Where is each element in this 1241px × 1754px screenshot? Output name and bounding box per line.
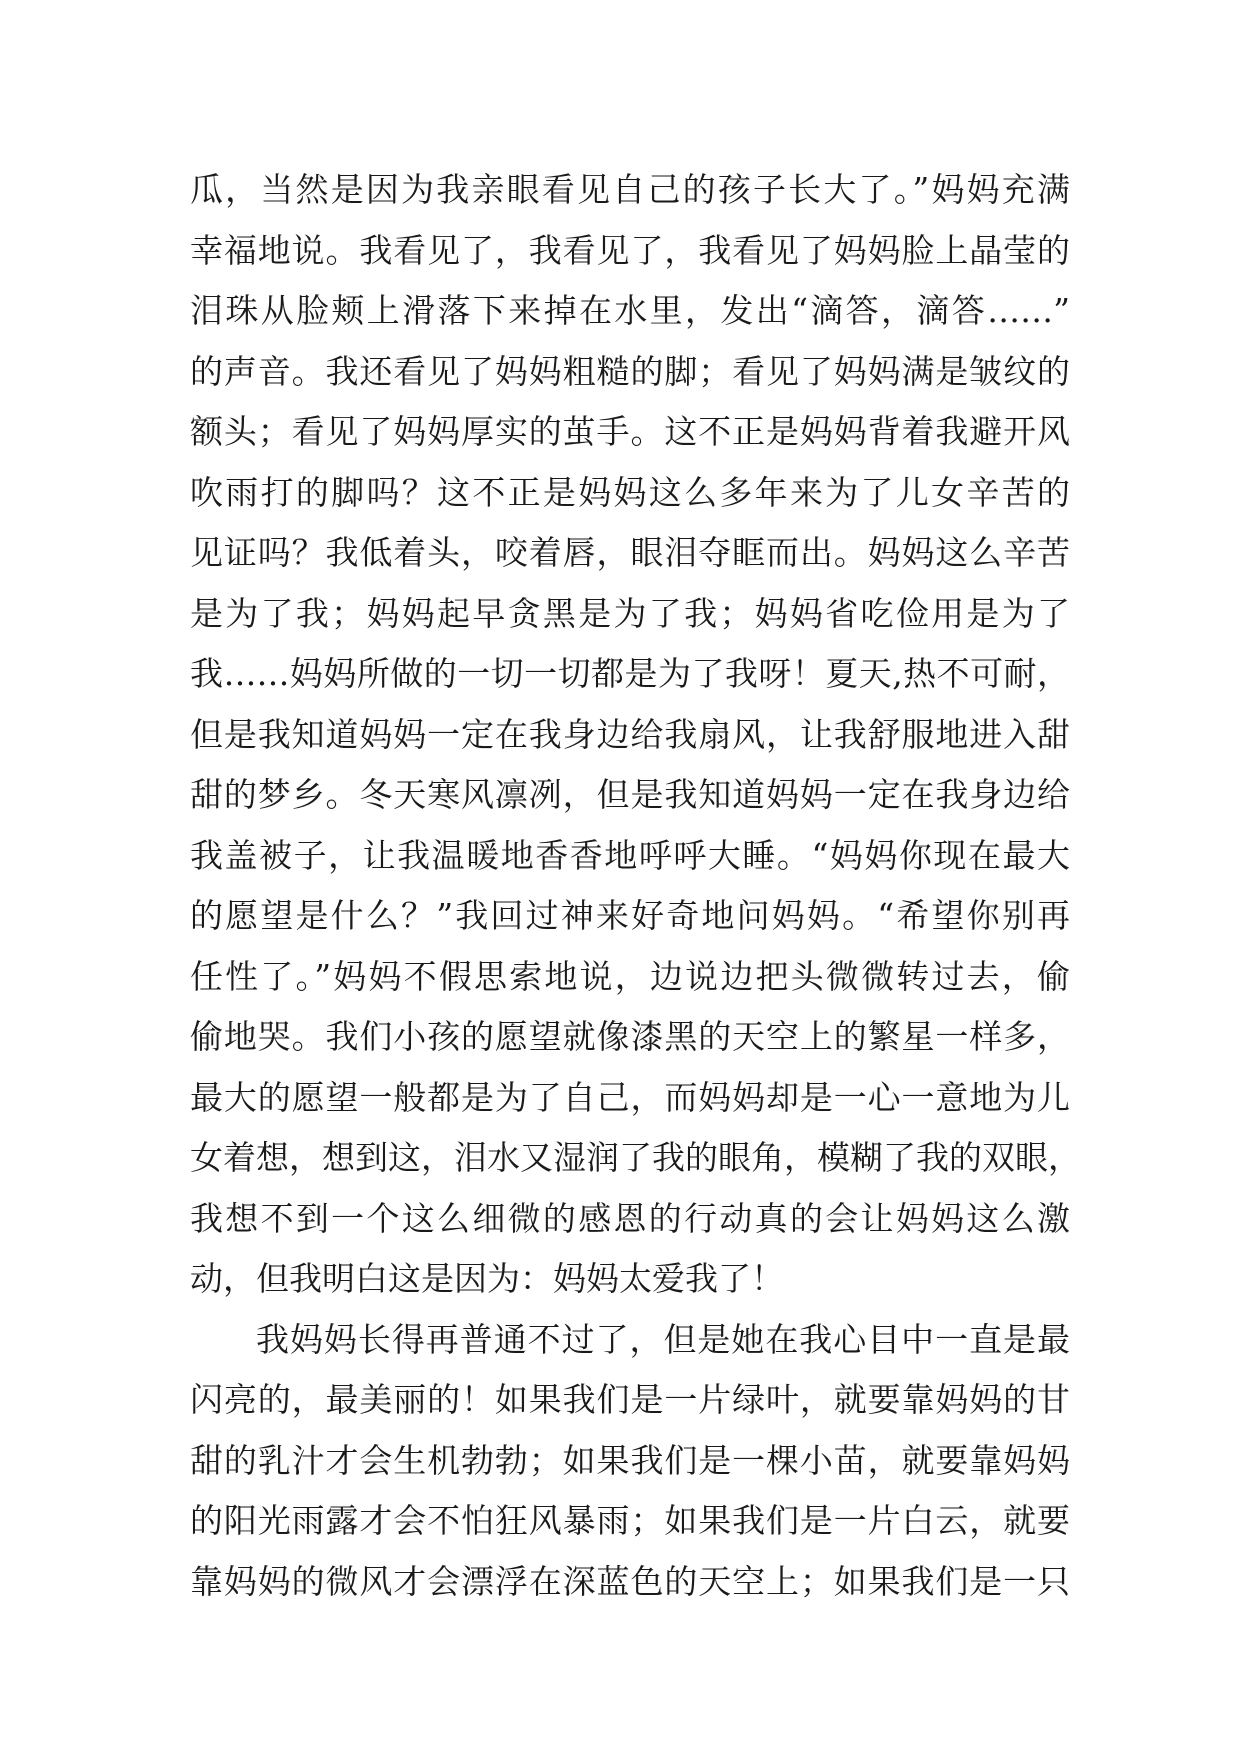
text-line: 的声音。我还看见了妈妈粗糙的脚；看见了妈妈满是皱纹的 [190,351,1070,391]
text-line: 女着想，想到这，泪水又湿润了我的眼角，模糊了我的双眼， [190,1138,1081,1177]
text-line: 任性了。”妈妈不假思索地说，边说边把头微微转过去，偷 [190,956,1070,996]
text-line: 幸福地说。我看见了，我看见了，我看见了妈妈脸上晶莹的 [190,230,1070,270]
text-line: 额头；看见了妈妈厚实的茧手。这不正是妈妈背着我避开风 [190,412,1070,451]
text-line: 的阳光雨露才会不怕狂风暴雨；如果我们是一片白云，就要 [190,1501,1070,1540]
text-line: 偷地哭。我们小孩的愿望就像漆黑的天空上的繁星一样多， [190,1017,1070,1056]
document-body [190,160,1081,1612]
paragraph-start-line: 我妈妈长得再普通不过了，但是她在我心目中一直是最 [256,1319,1070,1359]
text-line: 见证吗？我低着头，咬着唇，眼泪夺眶而出。妈妈这么辛苦 [190,533,1070,572]
text-line: 甜的梦乡。冬天寒风凛冽，但是我知道妈妈一定在我身边给 [190,775,1070,814]
text-line: 吹雨打的脚吗？这不正是妈妈这么多年来为了儿女辛苦的 [190,472,1070,512]
text-line: 但是我知道妈妈一定在我身边给我扇风，让我舒服地进入甜 [190,714,1070,754]
text-line: 最大的愿望一般都是为了自己，而妈妈却是一心一意地为儿 [190,1077,1070,1117]
text-line: 瓜，当然是因为我亲眼看见自己的孩子长大了。”妈妈充满 [190,170,1070,209]
text-line: 甜的乳汁才会生机勃勃；如果我们是一棵小苗，就要靠妈妈 [190,1440,1070,1480]
text-line: 我……妈妈所做的一切一切都是为了我呀！夏天,热不可耐， [190,654,1070,693]
paragraph-end-line: 动，但我明白这是因为：妈妈太爱我了！ [190,1259,784,1298]
text-line: 靠妈妈的微风才会漂浮在深蓝色的天空上；如果我们是一只 [190,1561,1070,1601]
text-line: 的愿望是什么？”我回过神来好奇地问妈妈。“希望你别再 [190,896,1070,935]
text-line: 泪珠从脸颊上滑落下来掉在水里，发出“滴答，滴答……” [190,291,1070,330]
text-line: 是为了我；妈妈起早贪黑是为了我；妈妈省吃俭用是为了 [190,593,1070,633]
text-line: 我盖被子，让我温暖地香香地呼呼大睡。“妈妈你现在最大 [190,835,1070,875]
text-line: 闪亮的，最美丽的！如果我们是一片绿叶，就要靠妈妈的甘 [190,1380,1070,1419]
text-line: 我想不到一个这么细微的感恩的行动真的会让妈妈这么激 [190,1198,1070,1238]
